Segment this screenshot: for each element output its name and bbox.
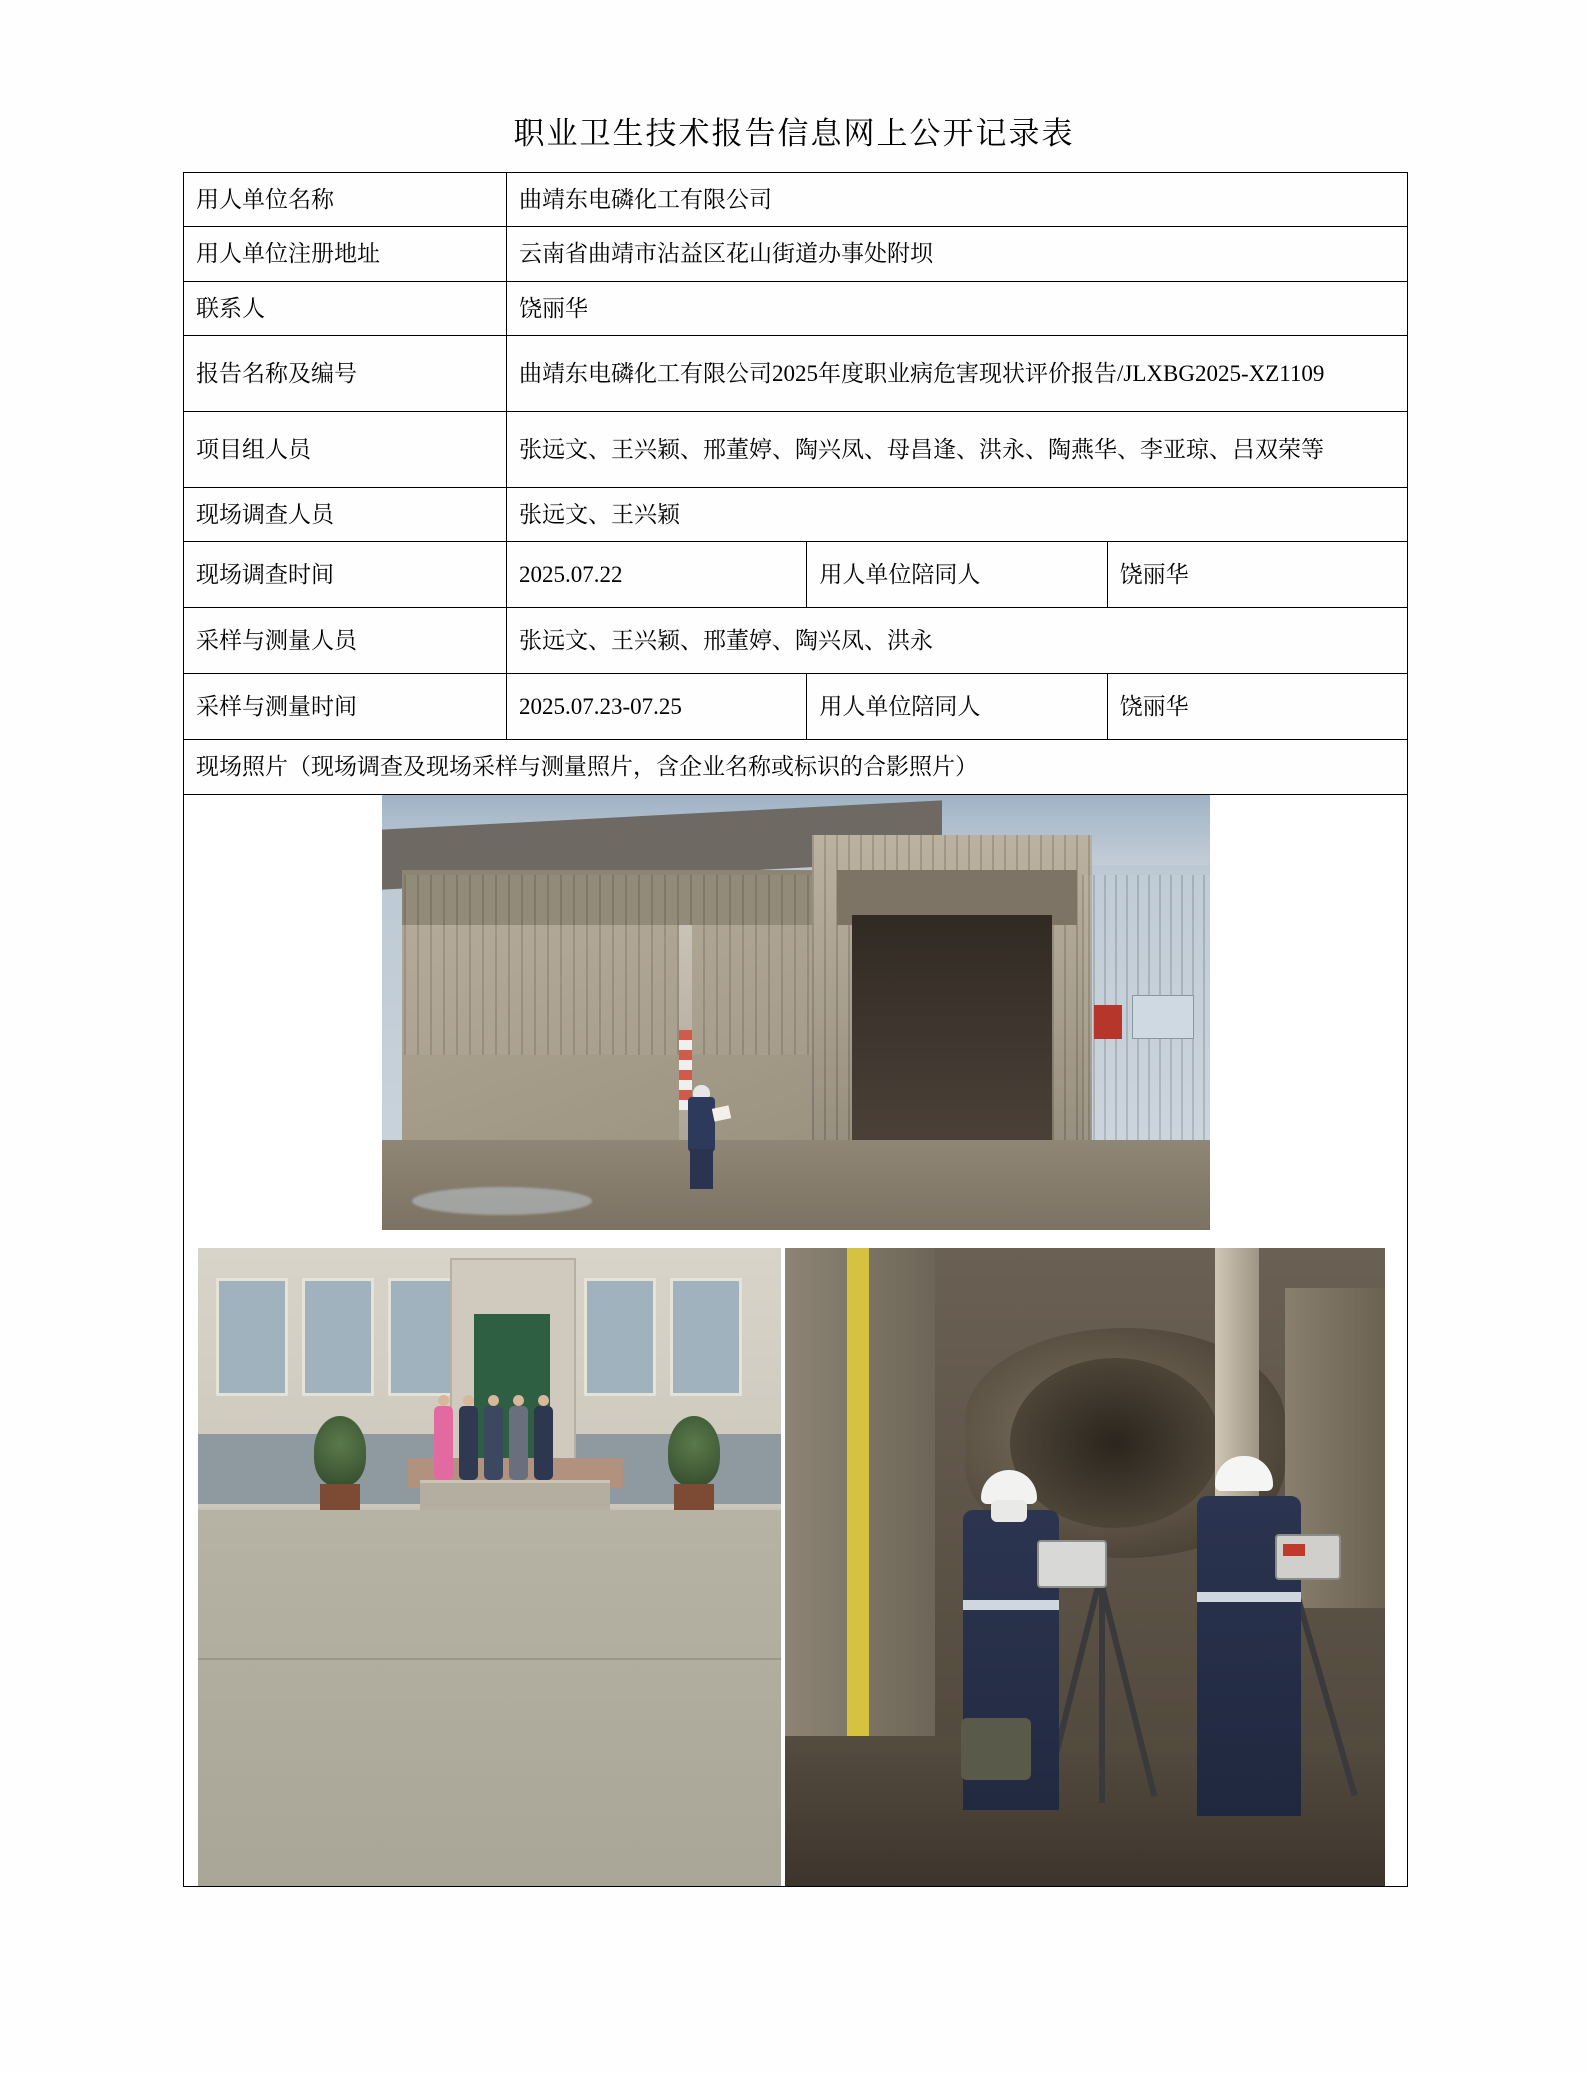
row-label: 报告名称及编号	[184, 336, 507, 412]
table-row	[184, 336, 1408, 412]
row-value: 曲靖东电磷化工有限公司	[507, 173, 1408, 227]
photo-person-head	[538, 1395, 549, 1406]
photo-duct-opening	[1010, 1358, 1220, 1528]
row-label: 联系人	[184, 281, 507, 335]
row-value: 2025.07.22	[507, 542, 807, 608]
photo-wall-ribs	[404, 875, 819, 1055]
photo-person	[434, 1406, 453, 1480]
photo-window	[584, 1278, 656, 1396]
photo-measuring-instrument	[1275, 1534, 1341, 1580]
row-label: 用人单位名称	[184, 173, 507, 227]
row-label: 采样与测量时间	[184, 674, 507, 740]
photo-sampling-bag	[961, 1718, 1031, 1780]
row-label: 项目组人员	[184, 412, 507, 488]
row-value: 曲靖东电磷化工有限公司2025年度职业病危害现状评价报告/JLXBG2025-XZ1109	[507, 336, 1408, 412]
photo-tripod-leg	[1099, 1578, 1105, 1803]
row-value: 2025.07.23-07.25	[507, 674, 807, 740]
photo-person	[459, 1406, 478, 1480]
table-row	[184, 674, 1408, 740]
photo-window	[670, 1278, 742, 1396]
photo-person-head	[463, 1395, 474, 1406]
photo-measuring-instrument	[1037, 1540, 1107, 1588]
photos-header-label: 现场照片（现场调查及现场采样与测量照片，含企业名称或标识的合影照片）	[184, 740, 1408, 794]
table-row	[184, 173, 1408, 227]
photo-person-head	[513, 1395, 524, 1406]
photo-window	[216, 1278, 288, 1396]
row-value: 张远文、王兴颖	[507, 488, 1408, 542]
photo-ground-line	[198, 1658, 781, 1660]
photo-planter	[320, 1484, 360, 1510]
page-title: 职业卫生技术报告信息网上公开记录表	[513, 116, 1075, 151]
photo-tripod-leg	[1291, 1583, 1357, 1796]
photos-container	[184, 795, 1407, 1886]
row-label: 采样与测量人员	[184, 608, 507, 674]
row-label: 现场调查时间	[184, 542, 507, 608]
site-survey-photo	[382, 795, 1210, 1230]
table-row	[184, 488, 1408, 542]
row-label: 用人单位注册地址	[184, 227, 507, 281]
photo-person	[484, 1406, 503, 1480]
photo-warning-sign	[1094, 1005, 1122, 1039]
photo-yard	[198, 1510, 781, 1886]
sampling-measurement-photo	[785, 1248, 1385, 1886]
table-row	[184, 608, 1408, 674]
table-row	[184, 227, 1408, 281]
row-mid-value: 饶丽华	[1107, 674, 1407, 740]
photo-window	[302, 1278, 374, 1396]
photo-tripod-leg	[1097, 1577, 1157, 1797]
photo-worker-stripe	[1197, 1592, 1301, 1602]
row-mid-label: 用人单位陪同人	[807, 542, 1107, 608]
photo-person-head	[488, 1395, 499, 1406]
row-label: 现场调查人员	[184, 488, 507, 542]
table-row	[184, 412, 1408, 488]
photo-puddle	[412, 1187, 592, 1215]
photo-person-head	[438, 1395, 449, 1406]
group-photo	[198, 1248, 781, 1886]
table-row-photos-header	[184, 740, 1408, 794]
record-table	[183, 172, 1408, 1887]
photo-potted-tree	[314, 1416, 366, 1486]
row-value: 饶丽华	[507, 281, 1408, 335]
photo-worker-stripe	[963, 1600, 1059, 1610]
photo-notice-board	[1132, 995, 1194, 1039]
photo-person	[509, 1406, 528, 1480]
row-mid-label: 用人单位陪同人	[807, 674, 1107, 740]
photo-tripod	[1047, 1578, 1157, 1808]
photo-warehouse-opening	[852, 915, 1052, 1145]
photos-bottom-row	[184, 1248, 1407, 1886]
photo-worker-body	[688, 1097, 715, 1152]
photo-planter	[674, 1484, 714, 1510]
photo-instrument-indicator	[1283, 1544, 1305, 1556]
photo-potted-tree	[668, 1416, 720, 1486]
row-mid-value: 饶丽华	[1107, 542, 1407, 608]
row-value: 云南省曲靖市沾益区花山街道办事处附坝	[507, 227, 1408, 281]
photo-worker-mask	[991, 1500, 1027, 1522]
table-row	[184, 281, 1408, 335]
row-value: 张远文、王兴颖、邢董婷、陶兴凤、母昌逢、洪永、陶燕华、李亚琼、吕双荣等	[507, 412, 1408, 488]
table-row	[184, 542, 1408, 608]
table-row-photos	[184, 794, 1408, 1886]
photo-person	[534, 1406, 553, 1480]
photo-worker-helmet	[693, 1085, 710, 1098]
photos-cell	[184, 794, 1408, 1886]
photo-worker-legs	[690, 1149, 713, 1189]
row-value: 张远文、王兴颖、邢董婷、陶兴凤、洪永	[507, 608, 1408, 674]
photo-ground	[382, 1140, 1210, 1230]
